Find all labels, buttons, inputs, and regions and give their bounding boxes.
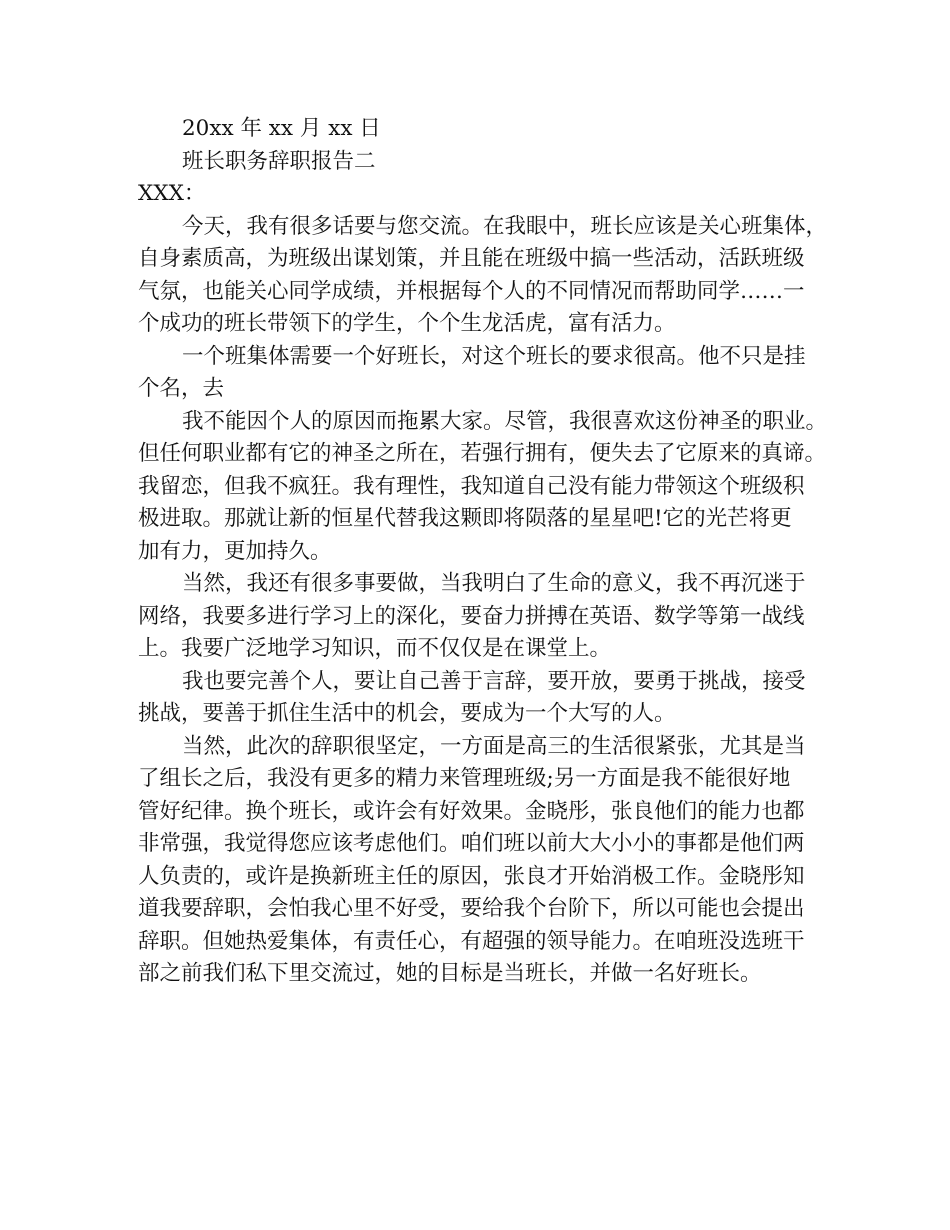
paragraph-line: 当然，此次的辞职很坚定，一方面是高三的生活很紧张，尤其是当 bbox=[182, 733, 806, 759]
date-line: 20xx 年 xx 月 xx 日 bbox=[182, 116, 381, 141]
paragraph-line: 了组长之后，我没有更多的精力来管理班级;另一方面是我不能很好地 bbox=[138, 766, 791, 791]
paragraph-line: 非常强，我觉得您应该考虑他们。咱们班以前大大小小的事都是他们两 bbox=[138, 831, 805, 856]
paragraph-line: 气氛，也能关心同学成绩，并根据每个人的不同情况而帮助同学……一 bbox=[138, 278, 805, 304]
paragraph-line: 加有力，更加持久。 bbox=[138, 538, 332, 564]
paragraph-line: 自身素质高，为班级出谋划策，并且能在班级中搞一些活动，活跃班级 bbox=[138, 246, 805, 271]
paragraph-line: 今天，我有很多话要与您交流。在我眼中，班长应该是关心班集体， bbox=[182, 213, 828, 239]
paragraph-line: 我也要完善个人，要让自己善于言辞，要开放，要勇于挑战，接受 bbox=[182, 668, 806, 694]
paragraph-line: 个成功的班长带领下的学生，个个生龙活虎，富有活力。 bbox=[138, 311, 676, 336]
paragraph-line: 一个班集体需要一个好班长，对这个班长的要求很高。他不只是挂 bbox=[182, 343, 806, 369]
paragraph-line: 管好纪律。换个班长，或许会有好效果。金晓彤，张良他们的能力也都 bbox=[138, 798, 805, 824]
paragraph-line: 但任何职业都有它的神圣之所在，若强行拥有，便失去了它原来的真谛。 bbox=[138, 441, 827, 466]
paragraph-line: 我留恋，但我不疯狂。我有理性，我知道自己没有能力带领这个班级积 bbox=[138, 473, 805, 499]
salutation: XXX： bbox=[138, 181, 206, 206]
paragraph-line: 我不能因个人的原因而拖累大家。尽管，我很喜欢这份神圣的职业。 bbox=[182, 408, 828, 434]
paragraph-line: 网络，我要多进行学习上的深化，要奋力拼搏在英语、数学等第一战线 bbox=[138, 603, 805, 629]
paragraph-line: 道我要辞职，会怕我心里不好受，要给我个台阶下，所以可能也会提出 bbox=[138, 896, 805, 921]
paragraph-line: 上。我要广泛地学习知识，而不仅仅是在课堂上。 bbox=[138, 636, 612, 661]
document-body bbox=[138, 113, 838, 991]
paragraph-line: 挑战，要善于抓住生活中的机会，要成为一个大写的人。 bbox=[138, 701, 676, 726]
paragraph-line: 部之前我们私下里交流过，她的目标是当班长，并做一名好班长。 bbox=[138, 961, 762, 986]
paragraph-line: 极进取。那就让新的恒星代替我这颗即将陨落的星星吧!它的光芒将更 bbox=[138, 506, 792, 531]
paragraph-line: 当然，我还有很多事要做，当我明白了生命的意义，我不再沉迷于 bbox=[182, 571, 806, 596]
paragraph-line: 人负责的，或许是换新班主任的原因，张良才开始消极工作。金晓彤知 bbox=[138, 863, 805, 889]
report-title: 班长职务辞职报告二 bbox=[182, 148, 376, 174]
paragraph-line: 个名，去 bbox=[138, 376, 225, 401]
paragraph-line: 辞职。但她热爱集体，有责任心，有超强的领导能力。在咱班没选班干 bbox=[138, 928, 805, 954]
